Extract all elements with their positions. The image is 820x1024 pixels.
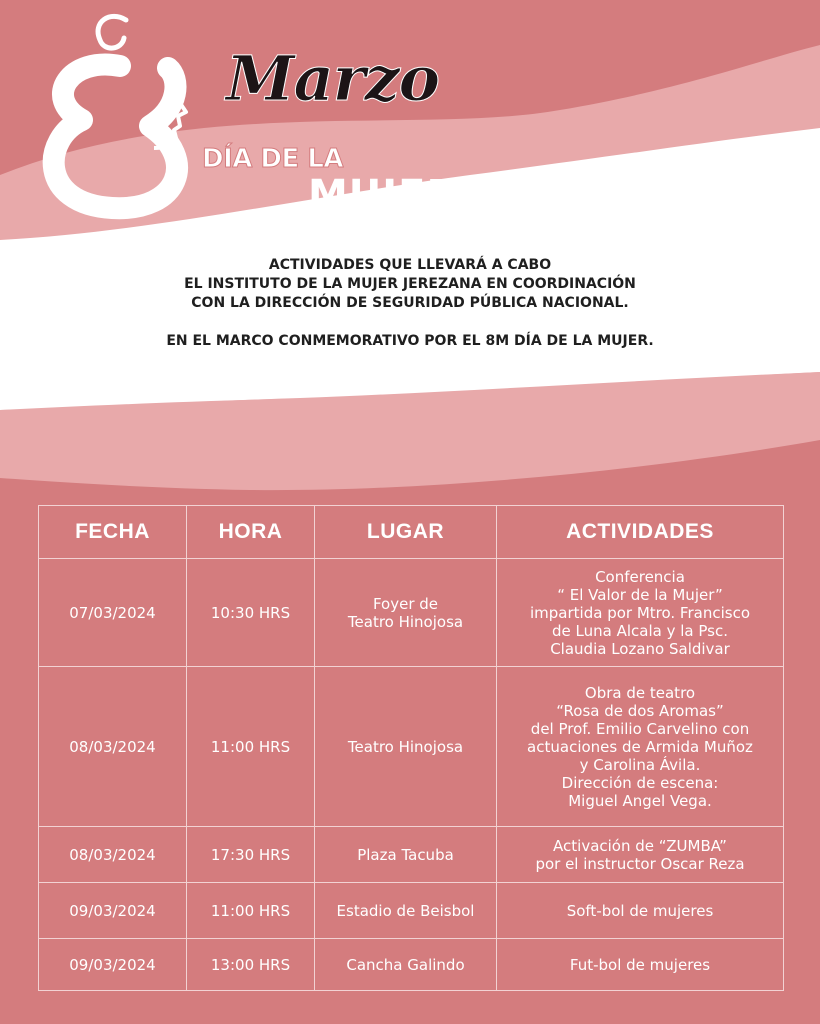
cell-actividades bbox=[497, 939, 784, 991]
schedule-table bbox=[38, 505, 784, 991]
lugar-line: Teatro Hinojosa bbox=[347, 612, 464, 631]
cell-lugar bbox=[315, 827, 497, 883]
header-hora: HORA bbox=[187, 506, 315, 559]
activity-line: del Prof. Emilio Carvelino con bbox=[530, 719, 750, 738]
activity-line: Activación de “ZUMBA” bbox=[553, 836, 727, 855]
header-lugar: LUGAR bbox=[315, 506, 497, 559]
cell-hora: 13:00 HRS bbox=[187, 939, 315, 991]
cell-actividades bbox=[497, 667, 784, 827]
activity-line: actuaciones de Armida Muñoz bbox=[527, 737, 753, 756]
lugar-line: Estadio de Beisbol bbox=[336, 901, 475, 920]
cell-hora: 10:30 HRS bbox=[187, 559, 315, 667]
cell-fecha: 07/03/2024 bbox=[39, 559, 187, 667]
cell-lugar bbox=[315, 883, 497, 939]
day-title: DÍA DE LA bbox=[202, 144, 344, 174]
cell-hora: 11:00 HRS bbox=[187, 883, 315, 939]
table-header-row bbox=[39, 506, 784, 559]
lugar-line: Plaza Tacuba bbox=[357, 845, 454, 864]
table-row bbox=[39, 827, 784, 883]
women-title: MUJER bbox=[308, 172, 459, 218]
activity-line: Claudia Lozano Saldivar bbox=[550, 639, 730, 658]
cell-actividades bbox=[497, 559, 784, 667]
cell-fecha: 09/03/2024 bbox=[39, 939, 187, 991]
activity-line: por el instructor Oscar Reza bbox=[535, 854, 745, 873]
activity-line: de Luna Alcala y la Psc. bbox=[552, 621, 728, 640]
number-eight-woman-profile-icon bbox=[30, 8, 230, 223]
cell-fecha: 08/03/2024 bbox=[39, 667, 187, 827]
cell-actividades bbox=[497, 883, 784, 939]
activity-line: Conferencia bbox=[595, 567, 685, 586]
activity-line: “ El Valor de la Mujer” bbox=[557, 585, 723, 604]
cell-lugar bbox=[315, 939, 497, 991]
lugar-line: Teatro Hinojosa bbox=[347, 737, 464, 756]
cell-fecha: 09/03/2024 bbox=[39, 883, 187, 939]
header-actividades: ACTIVIDADES bbox=[497, 506, 784, 559]
activity-line: Obra de teatro bbox=[584, 683, 696, 702]
cell-fecha: 08/03/2024 bbox=[39, 827, 187, 883]
header-fecha: FECHA bbox=[39, 506, 187, 559]
activity-line: Soft-bol de mujeres bbox=[566, 901, 714, 920]
month-title: Marzo bbox=[226, 42, 440, 115]
table-row bbox=[39, 939, 784, 991]
intro-text bbox=[60, 256, 760, 351]
table-row bbox=[39, 883, 784, 939]
cell-hora: 11:00 HRS bbox=[187, 667, 315, 827]
lugar-line: Cancha Galindo bbox=[346, 955, 465, 974]
activity-line: impartida por Mtro. Francisco bbox=[530, 603, 750, 622]
intro-closing: EN EL MARCO CONMEMORATIVO POR EL 8M DÍA DE LA MUJER. bbox=[166, 333, 654, 349]
activity-line: Miguel Angel Vega. bbox=[568, 791, 712, 810]
cell-hora: 17:30 HRS bbox=[187, 827, 315, 883]
intro-line: ACTIVIDADES QUE LLEVARÁ A CABO bbox=[268, 257, 552, 273]
intro-line: CON LA DIRECCIÓN DE SEGURIDAD PÚBLICA NACIONAL. bbox=[191, 295, 629, 311]
intro-line: EL INSTITUTO DE LA MUJER JEREZANA EN COORDINACIÓN bbox=[184, 276, 636, 292]
activity-line: “Rosa de dos Aromas” bbox=[556, 701, 724, 720]
cell-actividades bbox=[497, 827, 784, 883]
lugar-line: Foyer de bbox=[372, 594, 439, 613]
activity-line: y Carolina Ávila. bbox=[579, 755, 701, 774]
activity-line: Dirección de escena: bbox=[561, 773, 719, 792]
event-logo bbox=[30, 8, 470, 223]
activity-line: Fut-bol de mujeres bbox=[569, 955, 711, 974]
table-row bbox=[39, 667, 784, 827]
cell-lugar bbox=[315, 559, 497, 667]
cell-lugar bbox=[315, 667, 497, 827]
table-row bbox=[39, 559, 784, 667]
